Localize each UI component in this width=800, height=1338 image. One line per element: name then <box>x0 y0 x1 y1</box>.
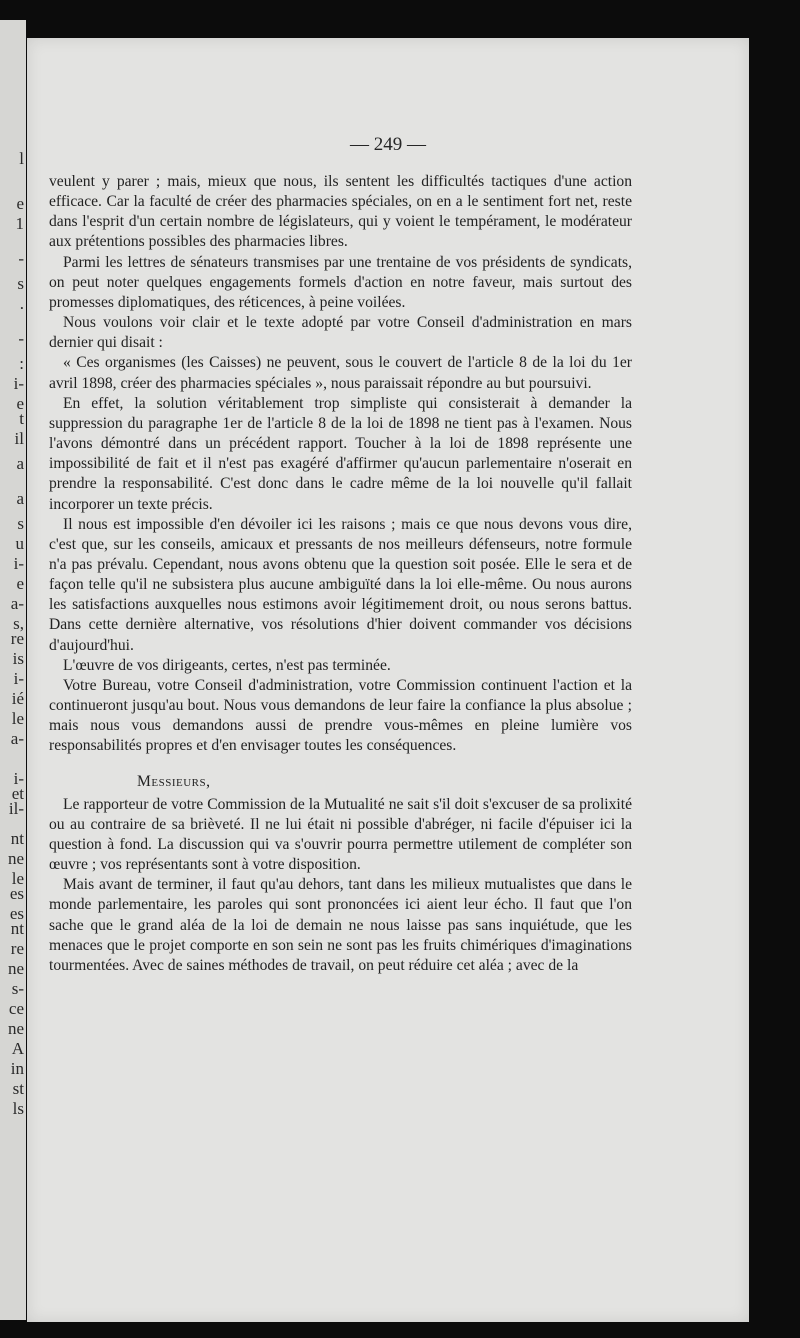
facing-page-edge <box>0 20 26 1320</box>
facing-page-fragment: ls <box>12 1099 24 1118</box>
facing-page-fragment: 1 <box>15 214 24 233</box>
facing-page-fragment: e <box>16 394 24 413</box>
facing-page-fragment: ne <box>7 959 24 978</box>
facing-page-fragment: nt <box>10 829 24 848</box>
paragraph: Parmi les lettres de sénateurs transmises par une trentaine de vos présidents de syndicats, on peut noter quelques engagements formels d'action en notre faveur, mais surtout des promesses diplomatiques, des réticences, à peine voilées. <box>49 253 632 311</box>
facing-page-fragment: s- <box>11 979 24 998</box>
facing-page-fragment: t <box>19 409 24 428</box>
facing-page-fragment: s <box>17 274 24 293</box>
body-text <box>49 172 632 976</box>
facing-page-fragment: l <box>19 149 24 168</box>
page-number: — 249 — <box>350 134 426 155</box>
facing-page-fragment: es <box>9 904 24 923</box>
document-page <box>27 38 749 1322</box>
facing-page-fragment: ié <box>11 689 24 708</box>
facing-page-fragment: i- <box>13 554 24 573</box>
facing-page-fragment: i- <box>13 374 24 393</box>
facing-page-fragment: re <box>10 939 24 958</box>
facing-page-fragment: e <box>16 194 24 213</box>
facing-page-fragment: is <box>12 649 24 668</box>
facing-page-fragment: - <box>18 329 24 348</box>
paragraph: Mais avant de terminer, il faut qu'au dehors, tant dans les milieux mutualistes que dans le monde parlementaire, les paroles qui sont prononcées ici aient leur écho. Il faut que l'on sache que le grand aléa de la loi de demain ne nous laisse pas sans inquiétude, que les menaces que le projet comporte en son sein ne sont pas les fruits chimériques d'imaginations tourmentées. Avec de saines méthodes de travail, on peut réduire cet aléa ; avec de la <box>49 876 632 974</box>
paragraph: Le rapporteur de votre Commission de la Mutualité ne sait s'il doit s'excuser de sa prolixité ou au contraire de sa brièveté. Il ne lui était ni possible d'abréger, ni facile d'épuiser ici la question à fond. La discussion qui va s'ouvrir pourra permettre utilement de compléter son œuvre ; vos représentants sont à votre disposition. <box>49 795 632 874</box>
facing-page-fragment: in <box>10 1059 24 1078</box>
facing-page-fragment: ne <box>7 1019 24 1038</box>
facing-page-fragment: u <box>15 534 24 553</box>
facing-page-fragment: i- <box>13 669 24 688</box>
facing-page-fragment: re <box>10 629 24 648</box>
facing-page-fragment: et <box>11 784 24 803</box>
facing-page-fragment: st <box>12 1079 24 1098</box>
facing-page-fragment: : <box>19 354 24 373</box>
paragraph: veulent y parer ; mais, mieux que nous, ils sentent les difficultés tactiques d'une action efficace. Car la faculté de créer des pharmacies spéciales, on en a le sentiment fort net, reste dans l'esprit d'un certain nombre de législateurs, qui y voient le tempérament, le modérateur aux prétentions possibles des pharmacies libres. <box>49 173 632 251</box>
facing-page-fragment: a <box>16 454 24 473</box>
facing-page-fragment: A <box>11 1039 24 1058</box>
facing-page-fragment: il <box>14 429 24 448</box>
facing-page-fragment: a <box>16 489 24 508</box>
facing-page-fragment: - <box>18 249 24 268</box>
facing-page-fragment: es <box>9 884 24 903</box>
salutation: Messieurs, <box>137 772 211 790</box>
facing-page-fragment: s, <box>13 614 24 633</box>
facing-page-fragment: ne <box>7 849 24 868</box>
paragraph: L'œuvre de vos dirigeants, certes, n'est pas terminée. <box>63 656 391 674</box>
paragraph: En effet, la solution véritablement trop simpliste qui consisterait à demander la suppression du paragraphe 1er de l'article 8 de la loi de 1898 ne tient pas à l'examen. Nous l'avons démontré dans un précédent rapport. Toucher à la loi de 1898 représente une impossibilité de fait et il n'est pas exagéré d'affirmer qu'aucun parlementaire n'oserait en prendre la responsabilité. C'est donc dans le cadre même de la loi nouvelle qu'il fallait incorporer un texte précis. <box>49 394 632 513</box>
facing-page-fragment: s <box>17 514 24 533</box>
facing-page-fragment: a- <box>10 729 24 748</box>
paragraph: « Ces organismes (les Caisses) ne peuvent, sous le couvert de l'article 8 de la loi du 1er avril 1898, créer des pharmacies spéciales », nous paraissait répondre au but poursuivi. <box>49 354 632 392</box>
facing-page-fragment: e <box>16 574 24 593</box>
facing-page-fragment: a- <box>10 594 24 613</box>
facing-page-fragment: ce <box>8 999 24 1018</box>
facing-page-fragment: i- <box>13 769 24 788</box>
facing-page-fragment: le <box>11 709 24 728</box>
paragraph: Votre Bureau, votre Conseil d'administration, votre Commission continuent l'action et la continueront jusqu'au bout. Nous vous demandons de leur faire la confiance la plus absolue ; mais nous vous demandons aussi de prendre vous-mêmes en pleine lumière vos responsabilités propres et d'en envisager toutes les conséquences. <box>49 676 632 755</box>
facing-page-fragment: le <box>11 869 24 888</box>
paragraph: Nous voulons voir clair et le texte adopté par votre Conseil d'administration en mars dernier qui disait : <box>49 314 632 352</box>
facing-page-fragment: nt <box>10 919 24 938</box>
paragraph: Il nous est impossible d'en dévoiler ici les raisons ; mais ce que nous devons vous dire, c'est que, sur les conseils, amicaux et pressants de nos meilleurs défenseurs, notre formule n'a pas prévalu. Cependant, nous avons obtenu que la question soit posée. Elle le sera et de façon telle qu'il ne subsistera plus aucune ambiguïté dans la loi elle-même. Ou nous aurons les satisfactions auxquelles nous estimons avoir légitimement droit, ou nous serons battus. Dans cette dernière alternative, vos résolutions d'hier doivent commander vos décisions d'aujourd'hui. <box>49 515 632 654</box>
facing-page-fragment: . <box>19 294 24 313</box>
facing-page-fragment: il- <box>8 799 24 818</box>
